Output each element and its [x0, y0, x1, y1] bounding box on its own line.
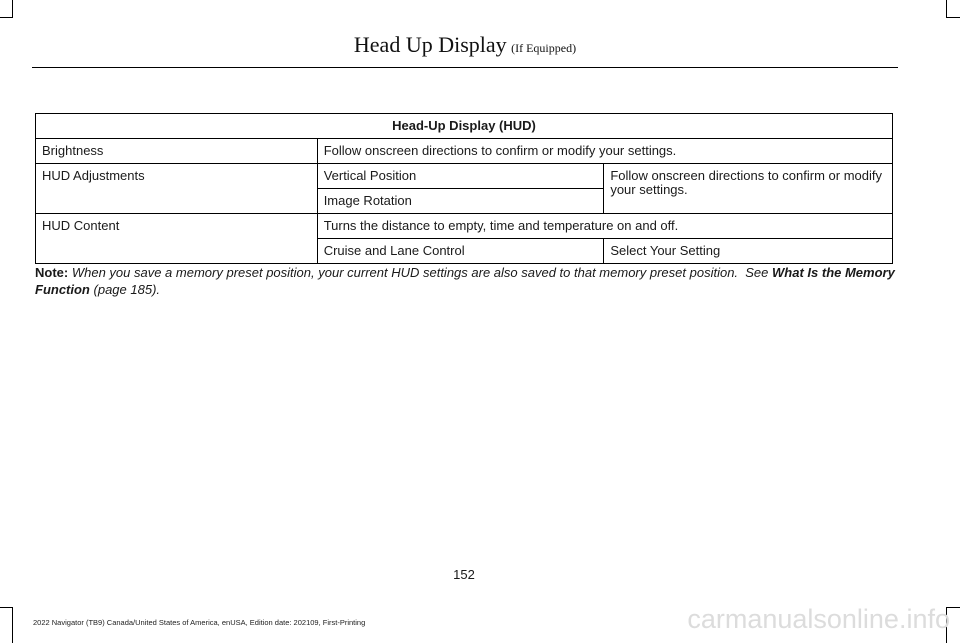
table-cell-option: Vertical Position	[317, 164, 604, 189]
table-row	[36, 164, 893, 189]
table-cell-description: Follow onscreen directions to confirm or modify your settings.	[317, 139, 892, 164]
table-row	[36, 139, 893, 164]
table-cell-description: Turns the distance to empty, time and temperature on and off.	[317, 214, 892, 239]
crop-mark-bottom-left-v	[12, 607, 13, 643]
page-header	[32, 32, 898, 68]
table-cell-description: Select Your Setting	[604, 239, 893, 264]
crop-mark-top-left-v	[12, 0, 13, 17]
crop-mark-top-right-v	[946, 0, 947, 17]
watermark: carmanualsonline.info	[687, 604, 950, 634]
note-paragraph	[35, 264, 895, 298]
table-caption-row	[36, 114, 893, 139]
table-cell-description: Follow onscreen directions to confirm or modify your settings.	[604, 164, 893, 214]
page-title: Head Up Display	[353, 32, 507, 57]
table-cell-option: Image Rotation	[317, 189, 604, 214]
note-see: See	[745, 265, 769, 280]
table-row	[36, 214, 893, 239]
table-cell-setting: HUD Adjustments	[36, 164, 318, 214]
memory-function-link[interactable]: What Is the Memory Function	[35, 265, 895, 297]
crop-mark-top-left-h	[0, 17, 13, 18]
table-cell-setting: HUD Content	[36, 214, 318, 264]
page-subtitle: (If Equipped)	[511, 41, 577, 55]
note-text: When you save a memory preset position, your current HUD settings are also saved to that memory preset position.	[71, 265, 739, 280]
hud-settings-table	[35, 113, 893, 264]
crop-mark-top-right-h	[946, 17, 960, 18]
table-caption: Head-Up Display (HUD)	[36, 114, 893, 139]
edition-footer: 2022 Navigator (TB9) Canada/United States of America, enUSA, Edition date: 202109, First-Printing	[33, 618, 366, 627]
table-cell-option: Cruise and Lane Control	[317, 239, 604, 264]
note-page-ref: (page 185).	[93, 282, 161, 297]
page-number: 152	[453, 567, 475, 582]
note-label: Note:	[35, 265, 69, 280]
crop-mark-bottom-left-h	[0, 607, 13, 608]
table-cell-setting: Brightness	[36, 139, 318, 164]
